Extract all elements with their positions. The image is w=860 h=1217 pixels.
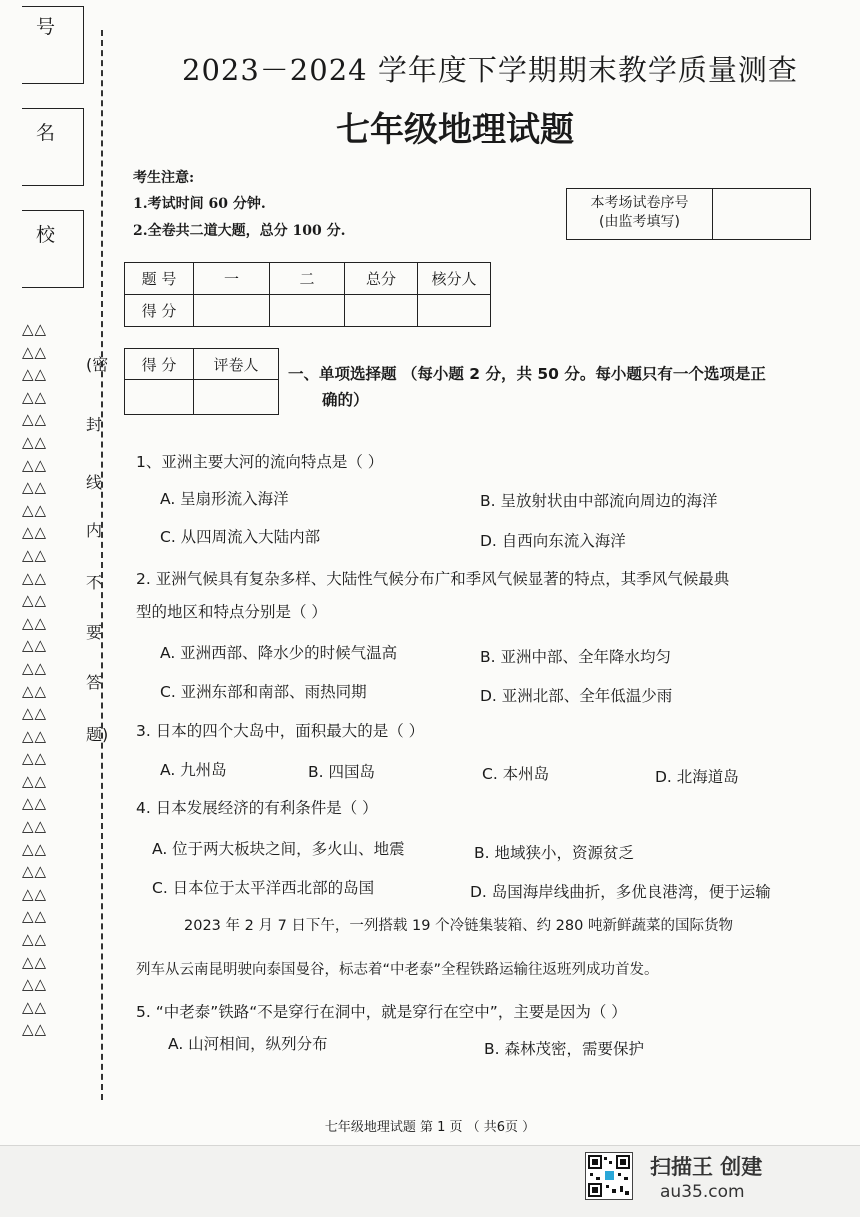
seal-char: 不 [86, 573, 103, 592]
number-label: 号 [36, 16, 56, 38]
qr-code-icon [585, 1152, 633, 1200]
grader-score-cell[interactable] [125, 380, 194, 415]
triangle-mark: △△ [22, 839, 48, 858]
score-header-cell: 题 号 [125, 263, 194, 295]
page-footer: 七年级地理试题 第 1 页 （ 共6页 ） [324, 1120, 536, 1135]
question-4-option-d: D. 岛国海岸线曲折，多优良港湾，便于运输 [470, 883, 771, 901]
score-header-cell: 总分 [345, 263, 418, 295]
triangle-mark: △△ [22, 997, 48, 1016]
sequence-blank[interactable] [713, 189, 810, 239]
question-2-option-a: A. 亚洲西部、降水少的时候气温高 [160, 644, 398, 662]
seal-char: 要 [86, 623, 103, 642]
score-cell[interactable] [194, 295, 270, 327]
triangle-mark: △△ [22, 432, 48, 451]
question-1-option-a: A. 呈扇形流入海洋 [160, 490, 289, 508]
question-3-option-a: A. 九州岛 [160, 761, 227, 779]
triangle-mark: △△ [22, 500, 48, 519]
question-5-stem: 5. “中老泰”铁路“不是穿行在洞中，就是穿行在空中”，主要是因为（ ） [136, 1003, 627, 1021]
question-5-option-a: A. 山河相间，纵列分布 [168, 1035, 328, 1053]
seal-dashed-line [101, 30, 103, 1100]
triangle-mark: △△ [22, 568, 48, 587]
triangle-mark: △△ [22, 636, 48, 655]
question-2-stem-cont: 型的地区和特点分别是（ ） [136, 603, 327, 621]
triangle-mark: △△ [22, 320, 48, 338]
notice-line-2: 2.全卷共二道大题，总分 100 分. [133, 223, 346, 239]
triangle-mark: △△ [22, 794, 48, 813]
question-1-option-b: B. 呈放射状由中部流向周边的海洋 [480, 492, 718, 510]
triangle-mark: △△ [22, 681, 48, 700]
triangle-mark: △△ [22, 771, 48, 790]
question-2-stem: 2. 亚洲气候具有复杂多样、大陆性气候分布广和季风气候显著的特点，其季风气候最典 [136, 570, 730, 588]
seal-char: 题) [86, 725, 109, 744]
triangle-mark: △△ [22, 365, 48, 384]
seal-char: (密 [86, 355, 109, 374]
score-header-cell: 二 [270, 263, 345, 295]
seal-char: 线 [86, 473, 103, 492]
score-cell[interactable] [345, 295, 418, 327]
triangle-mark: △△ [22, 862, 48, 881]
triangle-mark: △△ [22, 410, 48, 429]
score-cell[interactable] [418, 295, 491, 327]
triangle-mark: △△ [22, 930, 48, 949]
triangle-mark: △△ [22, 975, 48, 994]
score-header-cell: 一 [194, 263, 270, 295]
passage-line-1: 2023 年 2 月 7 日下午，一列搭载 19 个冷链集装箱、约 280 吨新鲜蔬菜的国际货物 [184, 918, 733, 934]
scanner-brand: 扫描王 创建 [650, 1155, 763, 1179]
grader-name-cell[interactable] [194, 380, 279, 415]
question-1-stem: 1、亚洲主要大河的流向特点是（ ） [136, 453, 384, 471]
triangle-mark: △△ [22, 817, 48, 836]
question-3-option-b: B. 四国岛 [308, 763, 375, 781]
score-row-label: 得 分 [125, 295, 194, 327]
triangle-mark: △△ [22, 591, 48, 610]
triangle-mark: △△ [22, 613, 48, 632]
scanner-url: au35.com [660, 1182, 745, 1202]
triangle-mark: △△ [22, 907, 48, 926]
sequence-label: 本考场试卷序号 (由监考填写) [567, 189, 713, 239]
exam-title: 2023－2024 学年度下学期期末教学质量测查 [182, 53, 798, 87]
sequence-number-box [566, 188, 811, 240]
grader-table [124, 348, 279, 415]
question-5-option-b: B. 森林茂密，需要保护 [484, 1040, 644, 1058]
triangle-mark: △△ [22, 1020, 48, 1039]
question-2-option-d: D. 亚洲北部、全年低温少雨 [480, 687, 673, 705]
question-3-stem: 3. 日本的四个大岛中，面积最大的是（ ） [136, 722, 425, 740]
grader-score-label: 得 分 [125, 349, 194, 380]
triangle-mark: △△ [22, 726, 48, 745]
triangle-mark: △△ [22, 704, 48, 723]
school-label: 校 [36, 224, 56, 246]
section-1-heading: 一、单项选择题 （每小题 2 分，共 50 分。每小题只有一个选项是正 确的） [288, 365, 766, 409]
score-header-cell: 核分人 [418, 263, 491, 295]
question-1-option-c: C. 从四周流入大陆内部 [160, 528, 321, 546]
triangle-column [22, 318, 47, 1041]
score-table [124, 262, 491, 327]
question-4-stem: 4. 日本发展经济的有利条件是（ ） [136, 799, 378, 817]
name-label: 名 [36, 122, 56, 144]
grader-name-label: 评卷人 [194, 349, 279, 380]
triangle-mark: △△ [22, 387, 48, 406]
score-cell[interactable] [270, 295, 345, 327]
passage-line-2: 列车从云南昆明驶向泰国曼谷，标志着“中老泰”全程铁路运输往返班列成功首发。 [136, 962, 659, 978]
notice-line-1: 1.考试时间 60 分钟. [133, 196, 266, 212]
seal-char: 答 [86, 673, 103, 692]
notice-heading: 考生注意: [133, 170, 195, 186]
question-1-option-d: D. 自西向东流入海洋 [480, 532, 626, 550]
triangle-mark: △△ [22, 478, 48, 497]
question-2-option-b: B. 亚洲中部、全年降水均匀 [480, 648, 671, 666]
triangle-mark: △△ [22, 952, 48, 971]
question-4-option-c: C. 日本位于太平洋西北部的岛国 [152, 879, 375, 897]
seal-char: 内 [86, 521, 103, 540]
question-3-option-c: C. 本州岛 [482, 765, 550, 783]
question-2-option-c: C. 亚洲东部和南部、雨热同期 [160, 683, 367, 701]
triangle-mark: △△ [22, 545, 48, 564]
question-3-option-d: D. 北海道岛 [655, 768, 739, 786]
question-4-option-b: B. 地域狭小，资源贫乏 [474, 844, 634, 862]
seal-char: 封 [86, 415, 103, 434]
triangle-mark: △△ [22, 749, 48, 768]
triangle-mark: △△ [22, 342, 48, 361]
triangle-mark: △△ [22, 884, 48, 903]
exam-subtitle: 七年级地理试题 [336, 110, 574, 150]
triangle-mark: △△ [22, 658, 48, 677]
triangle-mark: △△ [22, 455, 48, 474]
question-4-option-a: A. 位于两大板块之间，多火山、地震 [152, 840, 405, 858]
triangle-mark: △△ [22, 523, 48, 542]
